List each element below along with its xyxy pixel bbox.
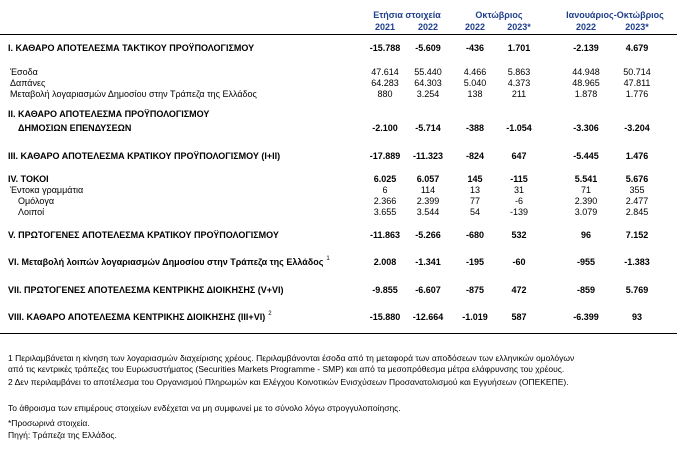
row-label: IV. ΤΟΚΟΙ <box>8 174 49 184</box>
value-cell: 6.057 <box>416 174 440 184</box>
value-cell: 114 <box>420 185 436 195</box>
value-cell: -3.306 <box>573 123 599 133</box>
row-label: Έντοκα γραμμάτια <box>10 185 84 195</box>
value-cell: -2.100 <box>372 123 398 133</box>
value-cell: 6.025 <box>373 174 397 184</box>
value-cell: -6.399 <box>573 312 599 322</box>
provisional-note: *Προσωρινά στοιχεία. <box>8 418 90 428</box>
value-cell: -436 <box>465 43 484 53</box>
row-label: V. ΠΡΩΤΟΓΕΝΕΣ ΑΠΟΤΕΛΕΣΜΑ ΚΡΑΤΙΚΟΥ ΠΡΟΫΠΟΛΟΓΙΣΜΟΥ <box>8 230 279 240</box>
footnote-1b: από τις κεντρικές τράπεζες του Ευρωσυστήματος (Securities Markets Programme - SMP) και από τα μεσοπρόθεσμα μέτρα ελάφρυνσης του χρέους. <box>8 364 565 374</box>
value-cell: 13 <box>469 185 480 195</box>
value-cell: 71 <box>580 185 591 195</box>
value-cell: 5.040 <box>463 78 487 88</box>
value-cell: -859 <box>576 285 595 295</box>
value-cell: 2.366 <box>373 196 397 206</box>
value-cell: 44.948 <box>572 67 600 77</box>
value-cell: 77 <box>469 196 480 206</box>
value-cell: 96 <box>580 230 591 240</box>
value-cell: -12.664 <box>412 312 444 322</box>
table-row <box>0 285 695 297</box>
value-cell: -5.714 <box>415 123 441 133</box>
table-row <box>0 123 695 135</box>
value-cell: -11.863 <box>369 230 401 240</box>
value-cell: -9.855 <box>372 285 398 295</box>
year-oct-2023: 2023* <box>507 22 531 32</box>
table-row <box>0 230 695 242</box>
row-label: Μεταβολή λογαριασμών Δημοσίου στην Τράπεζα της Ελλάδος <box>10 89 257 99</box>
value-cell: 4.466 <box>463 67 487 77</box>
value-cell: 211 <box>511 89 527 99</box>
value-cell: -680 <box>465 230 484 240</box>
footnote-marker: 2 <box>268 311 272 317</box>
value-cell: -6 <box>514 196 523 206</box>
value-cell: 31 <box>513 185 524 195</box>
row-label: I. ΚΑΘΑΡΟ ΑΠΟΤΕΛΕΣΜΑ ΤΑΚΤΙΚΟΥ ΠΡΟΫΠΟΛΟΓΙΣΜΟΥ <box>8 43 255 53</box>
value-cell: -15.788 <box>369 43 401 53</box>
value-cell: -1.383 <box>624 257 650 267</box>
year-janoct-2022: 2022 <box>575 22 597 32</box>
value-cell: 587 <box>511 312 527 322</box>
header-jan-oct: Ιανουάριος-Οκτώβριος <box>566 10 664 20</box>
row-label: Λοιποί <box>18 207 45 217</box>
source-note: Πηγή: Τράπεζα της Ελλάδος. <box>8 430 117 440</box>
value-cell: -1.054 <box>506 123 532 133</box>
row-label: Δαπάνες <box>10 78 46 88</box>
value-cell: 64.303 <box>414 78 442 88</box>
value-cell: -5.266 <box>415 230 441 240</box>
value-cell: 3.079 <box>574 207 598 217</box>
value-cell: -195 <box>465 257 484 267</box>
value-cell: 1.701 <box>507 43 531 53</box>
row-label: Ομόλογα <box>18 196 55 206</box>
header-october: Οκτώβριος <box>475 10 523 20</box>
value-cell: 3.655 <box>373 207 397 217</box>
value-cell: 5.863 <box>507 67 531 77</box>
footnote-1a: 1 Περιλαμβάνεται η κίνηση των λογαριασμών διαχείρισης χρέους. Περιλαμβάνονται έσοδα από τη μεταφορά των αποδόσεων των ελληνικών ομολόγων <box>8 353 575 363</box>
value-cell: -1.019 <box>462 312 488 322</box>
value-cell: 47.811 <box>623 78 651 88</box>
value-cell: 50.714 <box>623 67 651 77</box>
value-cell: -824 <box>465 151 484 161</box>
value-cell: 93 <box>631 312 642 322</box>
value-cell: -5.609 <box>415 43 441 53</box>
value-cell: -388 <box>465 123 484 133</box>
header-rule <box>0 34 677 35</box>
value-cell: -15.880 <box>369 312 401 322</box>
value-cell: 355 <box>629 185 645 195</box>
value-cell: 3.254 <box>416 89 440 99</box>
value-cell: 1.776 <box>625 89 649 99</box>
header-annual: Ετήσια στοιχεία <box>373 10 441 20</box>
value-cell: 532 <box>511 230 527 240</box>
value-cell: -3.204 <box>624 123 650 133</box>
value-cell: -5.445 <box>573 151 599 161</box>
value-cell: 5.541 <box>574 174 598 184</box>
value-cell: 2.399 <box>416 196 440 206</box>
row-label: Έσοδα <box>10 67 38 77</box>
footer-rule <box>0 333 677 334</box>
value-cell: 48.965 <box>572 78 600 88</box>
value-cell: -955 <box>576 257 595 267</box>
value-cell: 5.769 <box>625 285 649 295</box>
year-janoct-2023: 2023* <box>625 22 649 32</box>
value-cell: 2.390 <box>574 196 598 206</box>
row-label: VIII. ΚΑΘΑΡΟ ΑΠΟΤΕΛΕΣΜΑ ΚΕΝΤΡΙΚΗΣ ΔΙΟΙΚΗΣΗΣ (III+VI) <box>8 312 266 322</box>
year-oct-2022: 2022 <box>464 22 486 32</box>
value-cell: 647 <box>511 151 527 161</box>
value-cell: 3.544 <box>416 207 440 217</box>
footnote-2: 2 Δεν περιλαμβάνει το αποτέλεσμα του Οργανισμού Πληρωμών και Ελέγχου Κοινοτικών Ενισχύσεων Προσανατολισμού και Εγγυήσεων (ΟΠΕΚΕΠΕ). <box>8 377 569 387</box>
value-cell: 7.152 <box>625 230 649 240</box>
value-cell: 138 <box>467 89 483 99</box>
value-cell: 472 <box>511 285 527 295</box>
value-cell: 2.477 <box>625 196 649 206</box>
value-cell: 2.008 <box>373 257 397 267</box>
value-cell: -17.889 <box>369 151 401 161</box>
rounding-note: Το άθροισμα των επιμέρους στοιχείων ενδέχεται να μη συμφωνεί με το σύνολο λόγω στρογγυλοποίησης. <box>8 403 401 413</box>
value-cell: 2.845 <box>625 207 649 217</box>
value-cell: 54 <box>469 207 480 217</box>
table-row <box>0 109 695 121</box>
value-cell: -6.607 <box>415 285 441 295</box>
value-cell: 880 <box>377 89 393 99</box>
table-row <box>0 312 695 324</box>
value-cell: 6 <box>382 185 388 195</box>
row-label: III. ΚΑΘΑΡΟ ΑΠΟΤΕΛΕΣΜΑ ΚΡΑΤΙΚΟΥ ΠΡΟΫΠΟΛΟΓΙΣΜΟΥ (I+II) <box>8 151 281 161</box>
value-cell: -2.139 <box>573 43 599 53</box>
value-cell: -11.323 <box>412 151 444 161</box>
table-row <box>0 207 695 219</box>
value-cell: 145 <box>467 174 483 184</box>
value-cell: 55.440 <box>414 67 442 77</box>
year-annual-2021: 2021 <box>374 22 396 32</box>
row-label: II. ΚΑΘΑΡΟ ΑΠΟΤΕΛΕΣΜΑ ΠΡΟΫΠΟΛΟΓΙΣΜΟΥ <box>8 109 210 119</box>
value-cell: -60 <box>512 257 526 267</box>
value-cell: 4.373 <box>507 78 531 88</box>
row-label: VII. ΠΡΩΤΟΓΕΝΕΣ ΑΠΟΤΕΛΕΣΜΑ ΚΕΝΤΡΙΚΗΣ ΔΙΟΙΚΗΣΗΣ (V+VI) <box>8 285 284 295</box>
value-cell: -115 <box>510 174 528 184</box>
value-cell: 47.614 <box>371 67 399 77</box>
value-cell: 1.476 <box>625 151 649 161</box>
year-annual-2022: 2022 <box>417 22 439 32</box>
value-cell: -1.341 <box>415 257 441 267</box>
row-label: ΔΗΜΟΣΙΩΝ ΕΠΕΝΔΥΣΕΩΝ <box>18 123 132 133</box>
table-row <box>0 257 695 269</box>
table-row <box>0 43 695 55</box>
value-cell: 64.283 <box>371 78 399 88</box>
table-row <box>0 151 695 163</box>
row-label: VI. Μεταβολή λοιπών λογαριασμών Δημοσίου στην Τράπεζα της Ελλάδος <box>8 257 324 267</box>
footnote-marker: 1 <box>326 256 330 262</box>
value-cell: 1.878 <box>574 89 598 99</box>
value-cell: -875 <box>465 285 484 295</box>
table-row <box>0 89 695 101</box>
value-cell: 4.679 <box>625 43 649 53</box>
value-cell: 5.676 <box>625 174 649 184</box>
value-cell: -139 <box>509 207 528 217</box>
